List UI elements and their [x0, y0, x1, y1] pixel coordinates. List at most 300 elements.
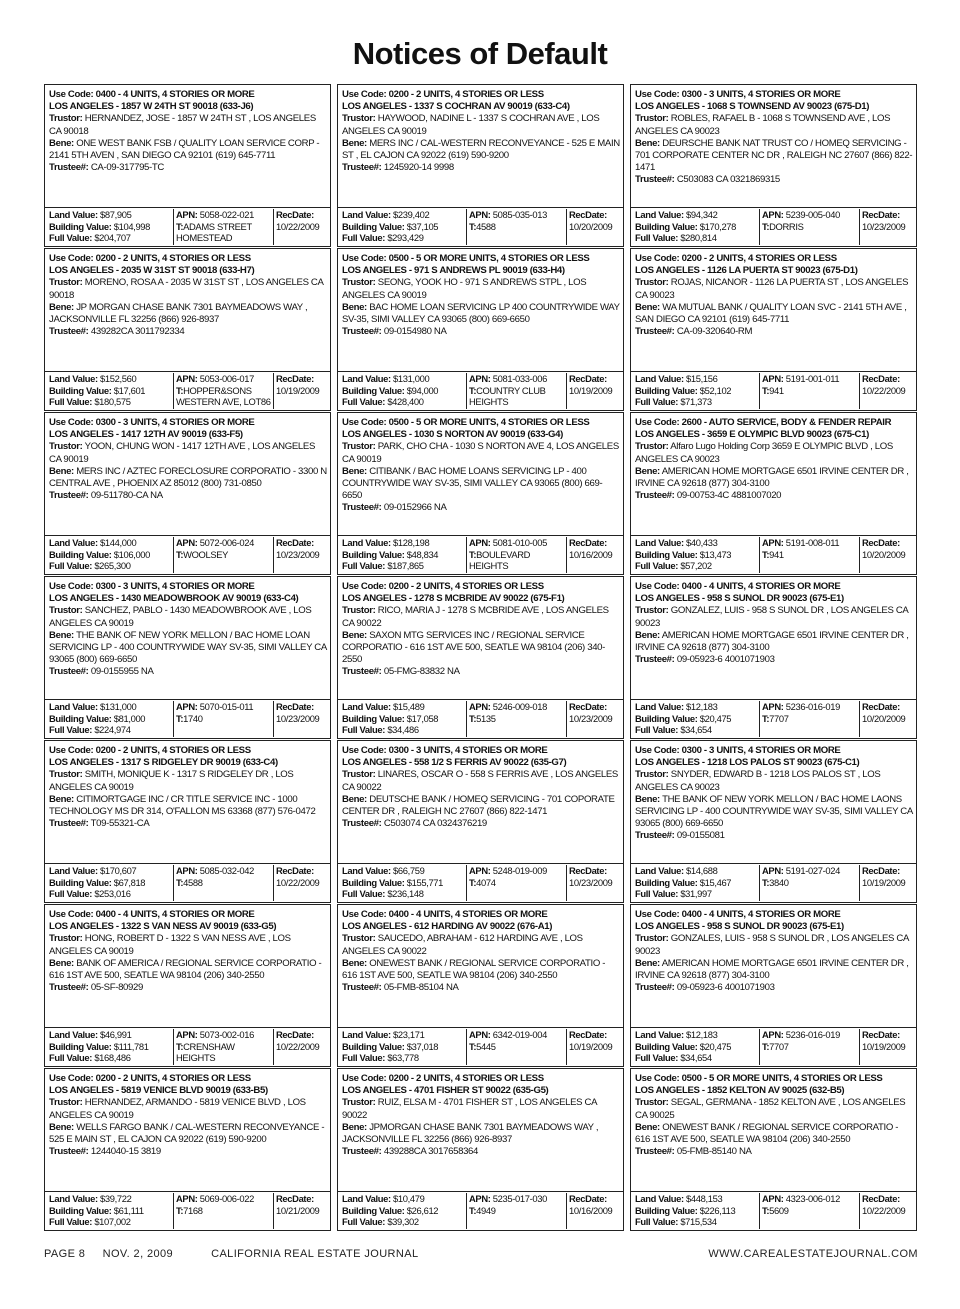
land-label: Land Value: — [635, 1029, 684, 1040]
property-address: LOS ANGELES - 612 HARDING AV 90022 (676-A1) — [342, 921, 553, 933]
full-label: Full Value: — [49, 396, 93, 408]
value-row — [338, 207, 623, 247]
value-row — [338, 535, 623, 575]
recdate-cell — [273, 701, 334, 737]
building-label: Building Value: — [49, 712, 112, 724]
bene-value: DEUTSCHE BANK / HOMEQ SERVICING - 701 COPORATE CENTER DR , RALEIGH NC 27607 (866) 822-1471 — [342, 793, 615, 818]
building-label: Building Value: — [342, 712, 405, 724]
bene-line — [342, 958, 620, 982]
bene-label: Bene: — [342, 137, 367, 149]
tract-value: 4074 — [476, 876, 496, 888]
recdate-label: RecDate: — [276, 1193, 314, 1204]
recdate-cell — [859, 209, 920, 245]
value-row — [45, 1191, 330, 1231]
notice-card — [337, 740, 624, 903]
value-cell — [635, 373, 755, 408]
trustee-line — [49, 326, 327, 338]
apn-label: APN: — [176, 1193, 198, 1204]
trustor-label: Trustor: — [49, 277, 83, 289]
apn-value: 5235-017-030 — [492, 1193, 547, 1204]
bene-line — [635, 630, 913, 654]
trustee-line — [342, 666, 620, 678]
recdate-label: RecDate: — [862, 1193, 900, 1204]
recdate-value: 10/19/2009 — [862, 1040, 906, 1052]
recdate-value: 10/23/2009 — [569, 712, 613, 724]
bene-label: Bene: — [635, 465, 660, 477]
apn-value: 5053-006-017 — [199, 373, 254, 384]
tract-value: 941 — [769, 548, 784, 560]
notice-card — [337, 412, 624, 575]
tract-label: T: — [176, 876, 184, 888]
land-label: Land Value: — [342, 1193, 391, 1204]
notice-card — [630, 904, 917, 1067]
trustor-line — [635, 1097, 913, 1121]
trustor-value: GONZALEZ, LUIS - 958 S SUNOL DR , LOS ANGELES CA 90023 — [635, 605, 908, 629]
trustee-label: Trustee#: — [49, 490, 89, 502]
trustor-value: HAYWOOD, NADINE L - 1337 S COCHRAN AVE , LOS ANGELES CA 90019 — [342, 113, 600, 137]
use-code: Use Code: 0200 - 2 UNITS, 4 STORIES OR LESS — [635, 253, 837, 264]
value-row — [631, 371, 916, 411]
trustor-line — [342, 113, 620, 137]
use-code: Use Code: 0200 - 2 UNITS, 4 STORIES OR LESS — [49, 1073, 251, 1084]
use-code: Use Code: 0500 - 5 OR MORE UNITS, 4 STORIES OR LESS — [635, 1073, 883, 1084]
trustor-label: Trustor: — [635, 277, 669, 289]
notice-card — [630, 1068, 917, 1231]
apn-label: APN: — [469, 1029, 491, 1040]
tract-value: CRENSHAW HEIGHTS — [176, 1040, 235, 1064]
apn-value: 5191-001-011 — [785, 373, 840, 384]
bene-value: BANK OF AMERICA / REGIONAL SERVICE CORPORATIO - 616 1ST AVE 500, SEATLE WA 98104 (206) 340-2550 — [49, 957, 322, 982]
value-cell — [342, 701, 462, 736]
bene-value: MERS INC / AZTEC FORECLOSURE CORPORATIO - 3300 N CENTRAL AVE , PHOENIX AZ 85012 (800) 731-0850 — [49, 465, 327, 490]
bene-line — [635, 794, 913, 831]
trustee-value: 05-SF-80929 — [90, 982, 143, 994]
bene-line — [49, 138, 327, 162]
tract-label: T: — [176, 712, 184, 724]
bene-line — [49, 958, 327, 982]
apn-value: 5070-015-011 — [199, 701, 254, 712]
recdate-label: RecDate: — [862, 701, 900, 712]
building-label: Building Value: — [342, 220, 405, 232]
apn-cell — [759, 1193, 858, 1229]
trustee-line — [49, 1146, 327, 1158]
recdate-label: RecDate: — [862, 373, 900, 384]
apn-value: 4323-006-012 — [785, 1193, 840, 1204]
trustor-line — [342, 441, 620, 465]
bene-value: DEURSCHE BANK NAT TRUST CO / HOMEQ SERVICING - 701 CORPORATE CENTER NC DR , RALEIGH NC 27607 (866) 822-1471 — [635, 137, 913, 174]
bene-label: Bene: — [342, 793, 367, 805]
bene-line — [635, 958, 913, 982]
recdate-label: RecDate: — [569, 373, 607, 384]
recdate-cell — [566, 537, 627, 573]
trustor-line — [49, 605, 327, 629]
trustor-value: Alfaro Lugo Holding Corp 3659 E OLYMPIC BLVD , LOS ANGELES CA 90023 — [635, 441, 893, 465]
trustee-label: Trustee#: — [49, 162, 89, 174]
apn-value: 5069-006-022 — [199, 1193, 254, 1204]
notice-text — [342, 417, 620, 515]
value-row — [45, 371, 330, 411]
full-label: Full Value: — [49, 1052, 93, 1064]
bene-label: Bene: — [342, 465, 367, 477]
building-value: $17,601 — [113, 384, 146, 396]
apn-label: APN: — [469, 701, 491, 712]
apn-cell — [759, 701, 858, 737]
full-value: $253,016 — [94, 888, 131, 900]
recdate-value: 10/23/2009 — [569, 876, 613, 888]
tract-label: T: — [762, 1040, 770, 1052]
full-value: $168,486 — [94, 1052, 131, 1064]
recdate-cell — [859, 1193, 920, 1229]
apn-label: APN: — [762, 537, 784, 548]
trustor-line — [635, 277, 913, 301]
trustee-value: 439288CA 3017658364 — [383, 1146, 479, 1158]
full-label: Full Value: — [49, 232, 93, 244]
apn-label: APN: — [762, 865, 784, 876]
trustee-label: Trustee#: — [635, 982, 675, 994]
land-value: $448,153 — [686, 1193, 723, 1204]
use-code: Use Code: 0200 - 2 UNITS, 4 STORIES OR LESS — [342, 1073, 544, 1084]
trustee-label: Trustee#: — [635, 326, 675, 338]
full-label: Full Value: — [49, 724, 93, 736]
notice-card — [44, 904, 331, 1067]
land-value: $10,479 — [393, 1193, 425, 1204]
use-code: Use Code: 0300 - 3 UNITS, 4 STORIES OR MORE — [49, 581, 255, 592]
trustee-line — [635, 490, 913, 502]
trustee-value: 05-FMG-83832 NA — [383, 666, 460, 678]
building-value: $26,612 — [406, 1204, 439, 1216]
trustee-label: Trustee#: — [342, 982, 382, 994]
full-label: Full Value: — [342, 232, 386, 244]
trustee-label: Trustee#: — [342, 666, 382, 678]
tract-label: T: — [469, 876, 477, 888]
trustee-value: C503074 CA 0324376219 — [383, 818, 487, 830]
tract-value: 1740 — [183, 712, 203, 724]
value-cell — [635, 1029, 755, 1064]
notice-text — [635, 89, 913, 187]
use-code: Use Code: 0300 - 3 UNITS, 4 STORIES OR MORE — [635, 89, 841, 100]
apn-cell — [466, 1193, 565, 1229]
trustor-value: SEGAL, GERMANA - 1852 KELTON AVE , LOS ANGELES CA 90025 — [635, 1097, 906, 1121]
recdate-label: RecDate: — [276, 865, 314, 876]
trustor-value: SEONG, YOOK HO - 971 S ANDREWS STPL , LOS ANGELES CA 90019 — [342, 277, 587, 301]
property-address: LOS ANGELES - 558 1/2 S FERRIS AV 90022 (635-G7) — [342, 757, 567, 769]
notice-text — [342, 581, 620, 679]
apn-value: 5246-009-018 — [492, 701, 547, 712]
property-address: LOS ANGELES - 5819 VENICE BLVD 90019 (633-B5) — [49, 1085, 268, 1097]
trustor-label: Trustor: — [49, 605, 83, 617]
full-label: Full Value: — [635, 1216, 679, 1228]
full-label: Full Value: — [342, 724, 386, 736]
property-address: LOS ANGELES - 4701 FISHER ST 90022 (635-G5) — [342, 1085, 549, 1097]
use-code: Use Code: 0200 - 2 UNITS, 4 STORIES OR LESS — [49, 253, 251, 264]
building-value: $67,818 — [113, 876, 146, 888]
tract-label: T: — [469, 1040, 477, 1052]
trustee-line — [49, 490, 327, 502]
land-label: Land Value: — [342, 865, 391, 876]
tract-label: T: — [469, 384, 477, 396]
tract-label: T: — [762, 220, 770, 232]
bene-line — [342, 794, 620, 818]
full-label: Full Value: — [342, 888, 386, 900]
value-cell — [635, 209, 755, 244]
trustee-value: 09-511780-CA NA — [90, 490, 163, 502]
recdate-value: 10/22/2009 — [276, 1040, 320, 1052]
property-address: LOS ANGELES - 1030 S NORTON AV 90019 (633-G4) — [342, 429, 563, 441]
tract-value: 4588 — [476, 220, 496, 232]
trustee-label: Trustee#: — [342, 1146, 382, 1158]
notice-card — [44, 1068, 331, 1231]
recdate-value: 10/16/2009 — [569, 1204, 613, 1216]
property-address: LOS ANGELES - 1417 12TH AV 90019 (633-F5) — [49, 429, 243, 441]
trustee-line — [635, 1146, 913, 1158]
bene-line — [49, 1122, 327, 1146]
full-label: Full Value: — [342, 1052, 386, 1064]
trustor-label: Trustor: — [635, 113, 669, 125]
building-label: Building Value: — [635, 548, 698, 560]
trustee-label: Trustee#: — [342, 162, 382, 174]
recdate-value: 10/20/2009 — [569, 220, 613, 232]
land-value: $23,171 — [393, 1029, 425, 1040]
bene-value: THE BANK OF NEW YORK MELLON / BAC HOME LOAN SERVICING LP - 400 COUNTRYWIDE WAY SV-35, SIMI VALLEY CA 93065 (800) 669-6650 — [49, 629, 327, 666]
value-cell — [49, 1193, 169, 1228]
value-cell — [342, 1193, 462, 1228]
recdate-label: RecDate: — [862, 537, 900, 548]
value-row — [338, 699, 623, 739]
trustor-line — [342, 933, 620, 957]
tract-value: WOOLSEY — [183, 548, 229, 560]
bene-value: AMERICAN HOME MORTGAGE 6501 IRVINE CENTER DR , IRVINE CA 92618 (877) 304-3100 — [635, 465, 909, 490]
recdate-value: 10/22/2009 — [862, 1204, 906, 1216]
full-value: $107,002 — [94, 1216, 131, 1228]
property-address: LOS ANGELES - 1126 LA PUERTA ST 90023 (675-D1) — [635, 265, 858, 277]
bene-line — [342, 630, 620, 667]
trustor-value: RICO, MARIA J - 1278 S MCBRIDE AVE , LOS ANGELES CA 90022 — [342, 605, 609, 629]
trustor-value: HERNANDEZ, ARMANDO - 5819 VENICE BLVD , LOS ANGELES CA 90019 — [49, 1097, 306, 1121]
property-address: LOS ANGELES - 958 S SUNOL DR 90023 (675-E1) — [635, 921, 844, 933]
tract-label: T: — [176, 220, 184, 232]
apn-value: 6342-019-004 — [492, 1029, 547, 1040]
apn-label: APN: — [176, 537, 198, 548]
land-value: $12,183 — [686, 1029, 718, 1040]
bene-label: Bene: — [49, 465, 74, 477]
apn-cell — [173, 1193, 272, 1229]
recdate-cell — [566, 209, 627, 245]
trustor-line — [342, 277, 620, 301]
bene-value: THE BANK OF NEW YORK MELLON / BAC HOME LAONS SERVICING LP - 400 COUNTRYWIDE WAY SV-35, SIMI VALLEY CA 93065 (800) 669-6650 — [635, 793, 913, 830]
tract-label: T: — [762, 876, 770, 888]
land-label: Land Value: — [635, 209, 684, 220]
recdate-label: RecDate: — [276, 537, 314, 548]
notice-card — [630, 576, 917, 739]
apn-value: 5191-008-011 — [785, 537, 840, 548]
trustee-label: Trustee#: — [49, 326, 89, 338]
trustor-line — [49, 933, 327, 957]
land-value: $14,688 — [686, 865, 718, 876]
value-cell — [635, 865, 755, 900]
notice-card — [44, 84, 331, 247]
recdate-value: 10/23/2009 — [276, 712, 320, 724]
recdate-value: 10/23/2009 — [862, 220, 906, 232]
tract-value: 7168 — [183, 1204, 203, 1216]
trustor-label: Trustor: — [49, 441, 83, 453]
recdate-cell — [273, 209, 334, 245]
land-label: Land Value: — [49, 1029, 98, 1040]
trustee-value: C503083 CA 0321869315 — [676, 174, 780, 186]
bene-line — [49, 302, 327, 326]
building-value: $37,105 — [406, 220, 439, 232]
tract-label: T: — [176, 548, 184, 560]
full-label: Full Value: — [635, 888, 679, 900]
notice-text — [635, 417, 913, 502]
recdate-cell — [859, 373, 920, 409]
recdate-cell — [273, 865, 334, 901]
notice-card — [337, 84, 624, 247]
apn-cell — [173, 1029, 272, 1065]
bene-value: WELLS FARGO BANK / CAL-WESTERN RECONVEYANCE - 525 E MAIN ST , EL CAJON CA 92022 (619) 590-9200 — [49, 1121, 325, 1146]
bene-line — [342, 302, 620, 326]
value-row — [338, 1191, 623, 1231]
bene-label: Bene: — [635, 629, 660, 641]
value-row — [631, 1027, 916, 1067]
land-label: Land Value: — [49, 209, 98, 220]
full-value: $180,575 — [94, 396, 131, 408]
trustee-value: 09-0155955 NA — [90, 666, 154, 678]
recdate-value: 10/22/2009 — [276, 876, 320, 888]
recdate-label: RecDate: — [276, 1029, 314, 1040]
recdate-label: RecDate: — [862, 1029, 900, 1040]
property-address: LOS ANGELES - 1068 S TOWNSEND AV 90023 (675-D1) — [635, 101, 870, 113]
building-value: $37,018 — [406, 1040, 439, 1052]
building-value: $52,102 — [699, 384, 732, 396]
notice-card — [337, 576, 624, 739]
trustee-value: 09-05923-6 4001071903 — [676, 982, 775, 994]
tract-value: 5445 — [476, 1040, 496, 1052]
trustor-value: HONG, ROBERT D - 1322 S VAN NESS AVE , LOS ANGELES CA 90019 — [49, 933, 291, 957]
apn-cell — [173, 537, 272, 573]
trustor-label: Trustor: — [49, 113, 83, 125]
trustee-line — [342, 162, 620, 174]
apn-cell — [466, 537, 565, 573]
trustee-value: 09-05923-6 4001071903 — [676, 654, 775, 666]
trustee-line — [49, 818, 327, 830]
full-label: Full Value: — [49, 560, 93, 572]
apn-cell — [759, 209, 858, 245]
notice-card — [630, 412, 917, 575]
trustee-label: Trustee#: — [342, 818, 382, 830]
recdate-cell — [273, 537, 334, 573]
apn-label: APN: — [762, 209, 784, 220]
notice-card — [630, 740, 917, 903]
property-address: LOS ANGELES - 958 S SUNOL DR 90023 (675-E1) — [635, 593, 844, 605]
trustor-line — [342, 769, 620, 793]
land-value: $39,722 — [100, 1193, 132, 1204]
value-row — [631, 863, 916, 903]
recdate-label: RecDate: — [862, 865, 900, 876]
recdate-label: RecDate: — [276, 209, 314, 220]
building-label: Building Value: — [49, 220, 112, 232]
trustee-line — [635, 326, 913, 338]
apn-cell — [466, 209, 565, 245]
building-label: Building Value: — [49, 876, 112, 888]
bene-value: BAC HOME LOAN SERVICING LP 400 COUNTRYWIDE WAY SV-35, SIMI VALLEY CA 93065 (800) 669-6650 — [342, 301, 620, 326]
trustor-value: ROBLES, RAFAEL B - 1068 S TOWNSEND AVE , LOS ANGELES CA 90023 — [635, 113, 891, 137]
land-label: Land Value: — [635, 537, 684, 548]
recdate-value: 10/19/2009 — [569, 384, 613, 396]
notice-text — [635, 745, 913, 843]
recdate-label: RecDate: — [862, 209, 900, 220]
trustee-label: Trustee#: — [635, 490, 675, 502]
land-value: $170,607 — [100, 865, 137, 876]
trustee-label: Trustee#: — [49, 666, 89, 678]
bene-line — [342, 466, 620, 503]
apn-label: APN: — [469, 209, 491, 220]
bene-value: MERS INC / CAL-WESTERN RECONVEYANCE - 525 E MAIN ST , EL CAJON CA 92022 (619) 590-9200 — [342, 137, 620, 162]
land-value: $46,991 — [100, 1029, 132, 1040]
land-value: $128,198 — [393, 537, 430, 548]
value-cell — [49, 209, 169, 244]
trustee-label: Trustee#: — [342, 326, 382, 338]
full-value: $34,486 — [387, 724, 419, 736]
full-label: Full Value: — [635, 396, 679, 408]
apn-value: 5073-002-016 — [199, 1029, 254, 1040]
notice-text — [49, 89, 327, 174]
full-value: $204,707 — [94, 232, 131, 244]
trustor-label: Trustor: — [635, 605, 669, 617]
apn-label: APN: — [176, 373, 198, 384]
bene-line — [635, 138, 913, 175]
notice-text — [342, 1073, 620, 1158]
apn-cell — [466, 373, 565, 409]
tract-label: T: — [469, 1204, 477, 1216]
value-row — [45, 535, 330, 575]
recdate-value: 10/19/2009 — [569, 1040, 613, 1052]
full-label: Full Value: — [342, 396, 386, 408]
land-value: $94,342 — [686, 209, 718, 220]
apn-value: 5085-035-013 — [492, 209, 547, 220]
recdate-label: RecDate: — [569, 537, 607, 548]
trustor-label: Trustor: — [635, 1097, 669, 1109]
trustor-line — [635, 605, 913, 629]
full-value: $39,302 — [387, 1216, 419, 1228]
full-label: Full Value: — [635, 232, 679, 244]
value-cell — [49, 865, 169, 900]
notice-text — [342, 745, 620, 830]
trustee-label: Trustee#: — [635, 654, 675, 666]
building-value: $106,000 — [113, 548, 151, 560]
building-label: Building Value: — [342, 876, 405, 888]
trustee-label: Trustee#: — [342, 502, 382, 514]
notice-text — [49, 581, 327, 679]
use-code: Use Code: 2600 - AUTO SERVICE, BODY & FENDER REPAIR — [635, 417, 892, 428]
bene-line — [49, 466, 327, 490]
notice-card — [44, 248, 331, 411]
bene-label: Bene: — [49, 301, 74, 313]
trustor-line — [49, 1097, 327, 1121]
full-label: Full Value: — [49, 888, 93, 900]
apn-cell — [173, 373, 272, 409]
property-address: LOS ANGELES - 971 S ANDREWS PL 90019 (633-H4) — [342, 265, 565, 277]
apn-label: APN: — [762, 701, 784, 712]
trustor-label: Trustor: — [342, 277, 376, 289]
land-label: Land Value: — [342, 701, 391, 712]
use-code: Use Code: 0200 - 2 UNITS, 4 STORIES OR LESS — [342, 89, 544, 100]
bene-label: Bene: — [342, 957, 367, 969]
trustor-label: Trustor: — [342, 113, 376, 125]
trustor-value: SNYDER, EDWARD B - 1218 LOS PALOS ST , LOS ANGELES CA 90023 — [635, 769, 881, 793]
apn-label: APN: — [469, 373, 491, 384]
trustee-label: Trustee#: — [49, 818, 89, 830]
apn-label: APN: — [762, 373, 784, 384]
